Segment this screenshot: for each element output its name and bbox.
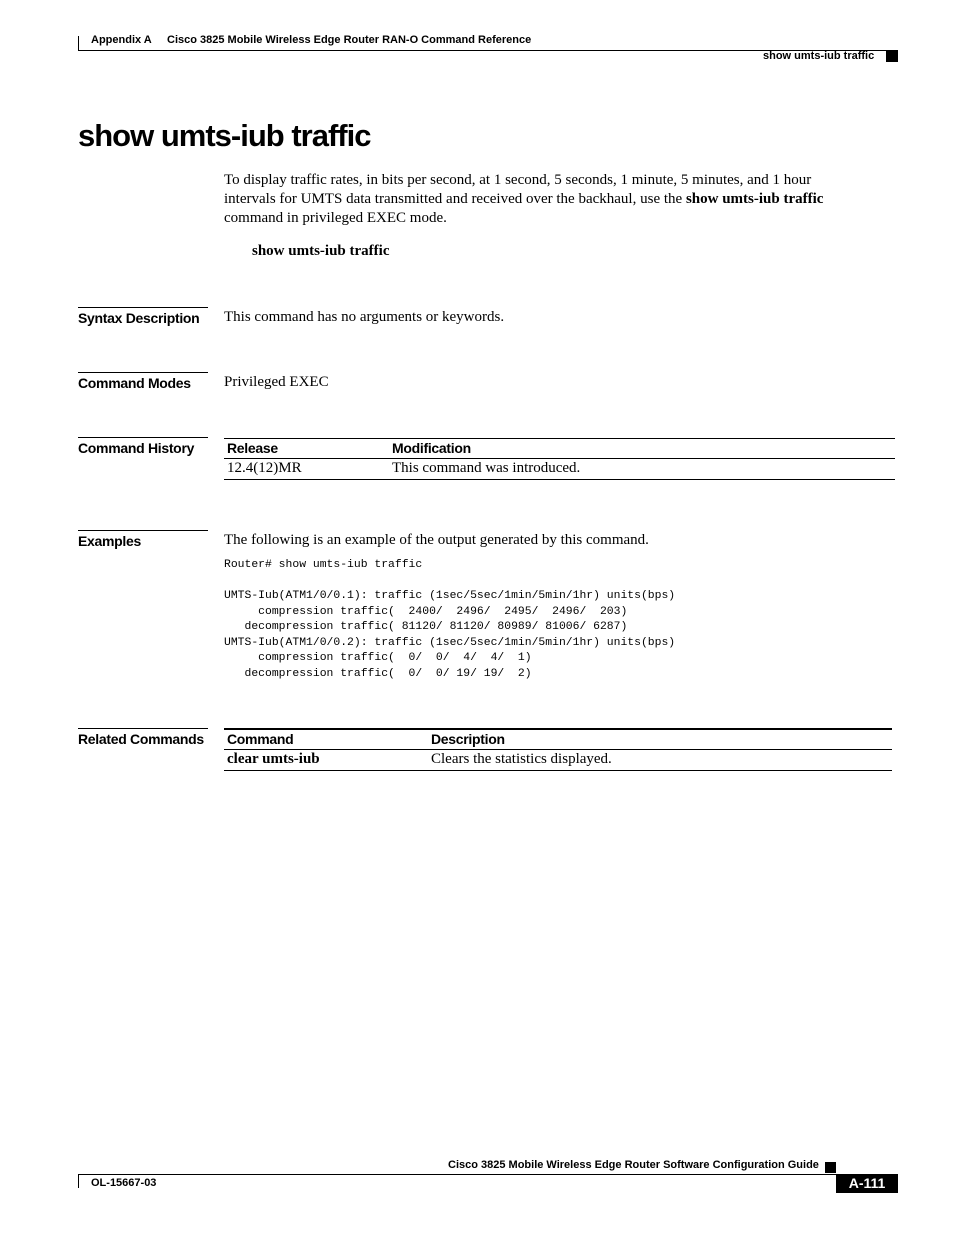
intro-line-2 [224,190,884,209]
table-header-row [224,439,895,459]
intro-line-2-text: intervals for UMTS data transmitted and received over the backhaul, use the [224,191,686,207]
intro-command: show umts-iub traffic [685,191,824,207]
command-history-table [224,438,895,480]
table-row [224,750,892,771]
header-appendix: Appendix A [91,34,152,46]
page-number: A-111 [836,1174,898,1193]
related-commands-label: Related Commands [78,728,208,747]
cell-release: 12.4(12)MR [227,460,302,476]
column-header-release: Release [224,439,389,459]
footer-marker-block [825,1162,836,1173]
column-header-description: Description [428,729,892,750]
command-modes-label: Command Modes [78,372,208,391]
command-modes-text: Privileged EXEC [224,374,329,390]
examples-label: Examples [78,530,208,549]
cell-command: clear umts-iub [227,751,320,767]
examples-text: The following is an example of the output generated by this command. [224,532,649,548]
footer-rule [78,1174,836,1175]
syntax-description-label: Syntax Description [78,307,208,326]
header-marker-block [886,51,898,62]
column-header-command: Command [224,729,428,750]
related-commands-table [224,728,892,771]
table-row [224,459,895,480]
page-title: show umts-iub traffic [78,118,371,153]
footer-doc-number: OL-15667-03 [91,1177,157,1189]
table-header-row [224,729,892,750]
command-syntax: show umts-iub traffic [252,243,390,259]
footer-left-rule [78,1174,79,1188]
footer-guide-title: Cisco 3825 Mobile Wireless Edge Router Software Configuration Guide [448,1159,819,1171]
intro-line-1: To display traffic rates, in bits per second, at 1 second, 5 seconds, 1 minute, 5 minutes, and 1 hour [224,172,812,188]
example-prompt: Router# show umts-iub traffic [224,559,423,571]
intro-paragraph [224,171,884,228]
header-section: show umts-iub traffic [763,50,875,62]
example-output: UMTS-Iub(ATM1/0/0.1): traffic (1sec/5sec/1min/5min/1hr) units(bps) compression traffic( 2400/ 2496/ 2495/ 2496/ 203) decompression traffic( 81120/ 81120/ 80989/ 81006/ 6287) UMTS-Iub(ATM1/0/0.2): traffic (1sec/5sec/1min/5min/1hr) units(bps) compression traffic( 0/ 0/ 4/ 4/ 1) decompression traffic( 0/ 0/ 19/ 19/ 2) [224,590,676,680]
header-chapter-title: Cisco 3825 Mobile Wireless Edge Router RAN-O Command Reference [167,34,532,46]
command-history-label: Command History [78,437,208,456]
syntax-description-text: This command has no arguments or keywords. [224,309,505,325]
cell-modification: This command was introduced. [392,460,581,476]
header-left-rule [78,36,79,50]
column-header-modification: Modification [389,439,895,459]
intro-line-3: command in privileged EXEC mode. [224,210,447,226]
cell-description: Clears the statistics displayed. [431,751,612,767]
